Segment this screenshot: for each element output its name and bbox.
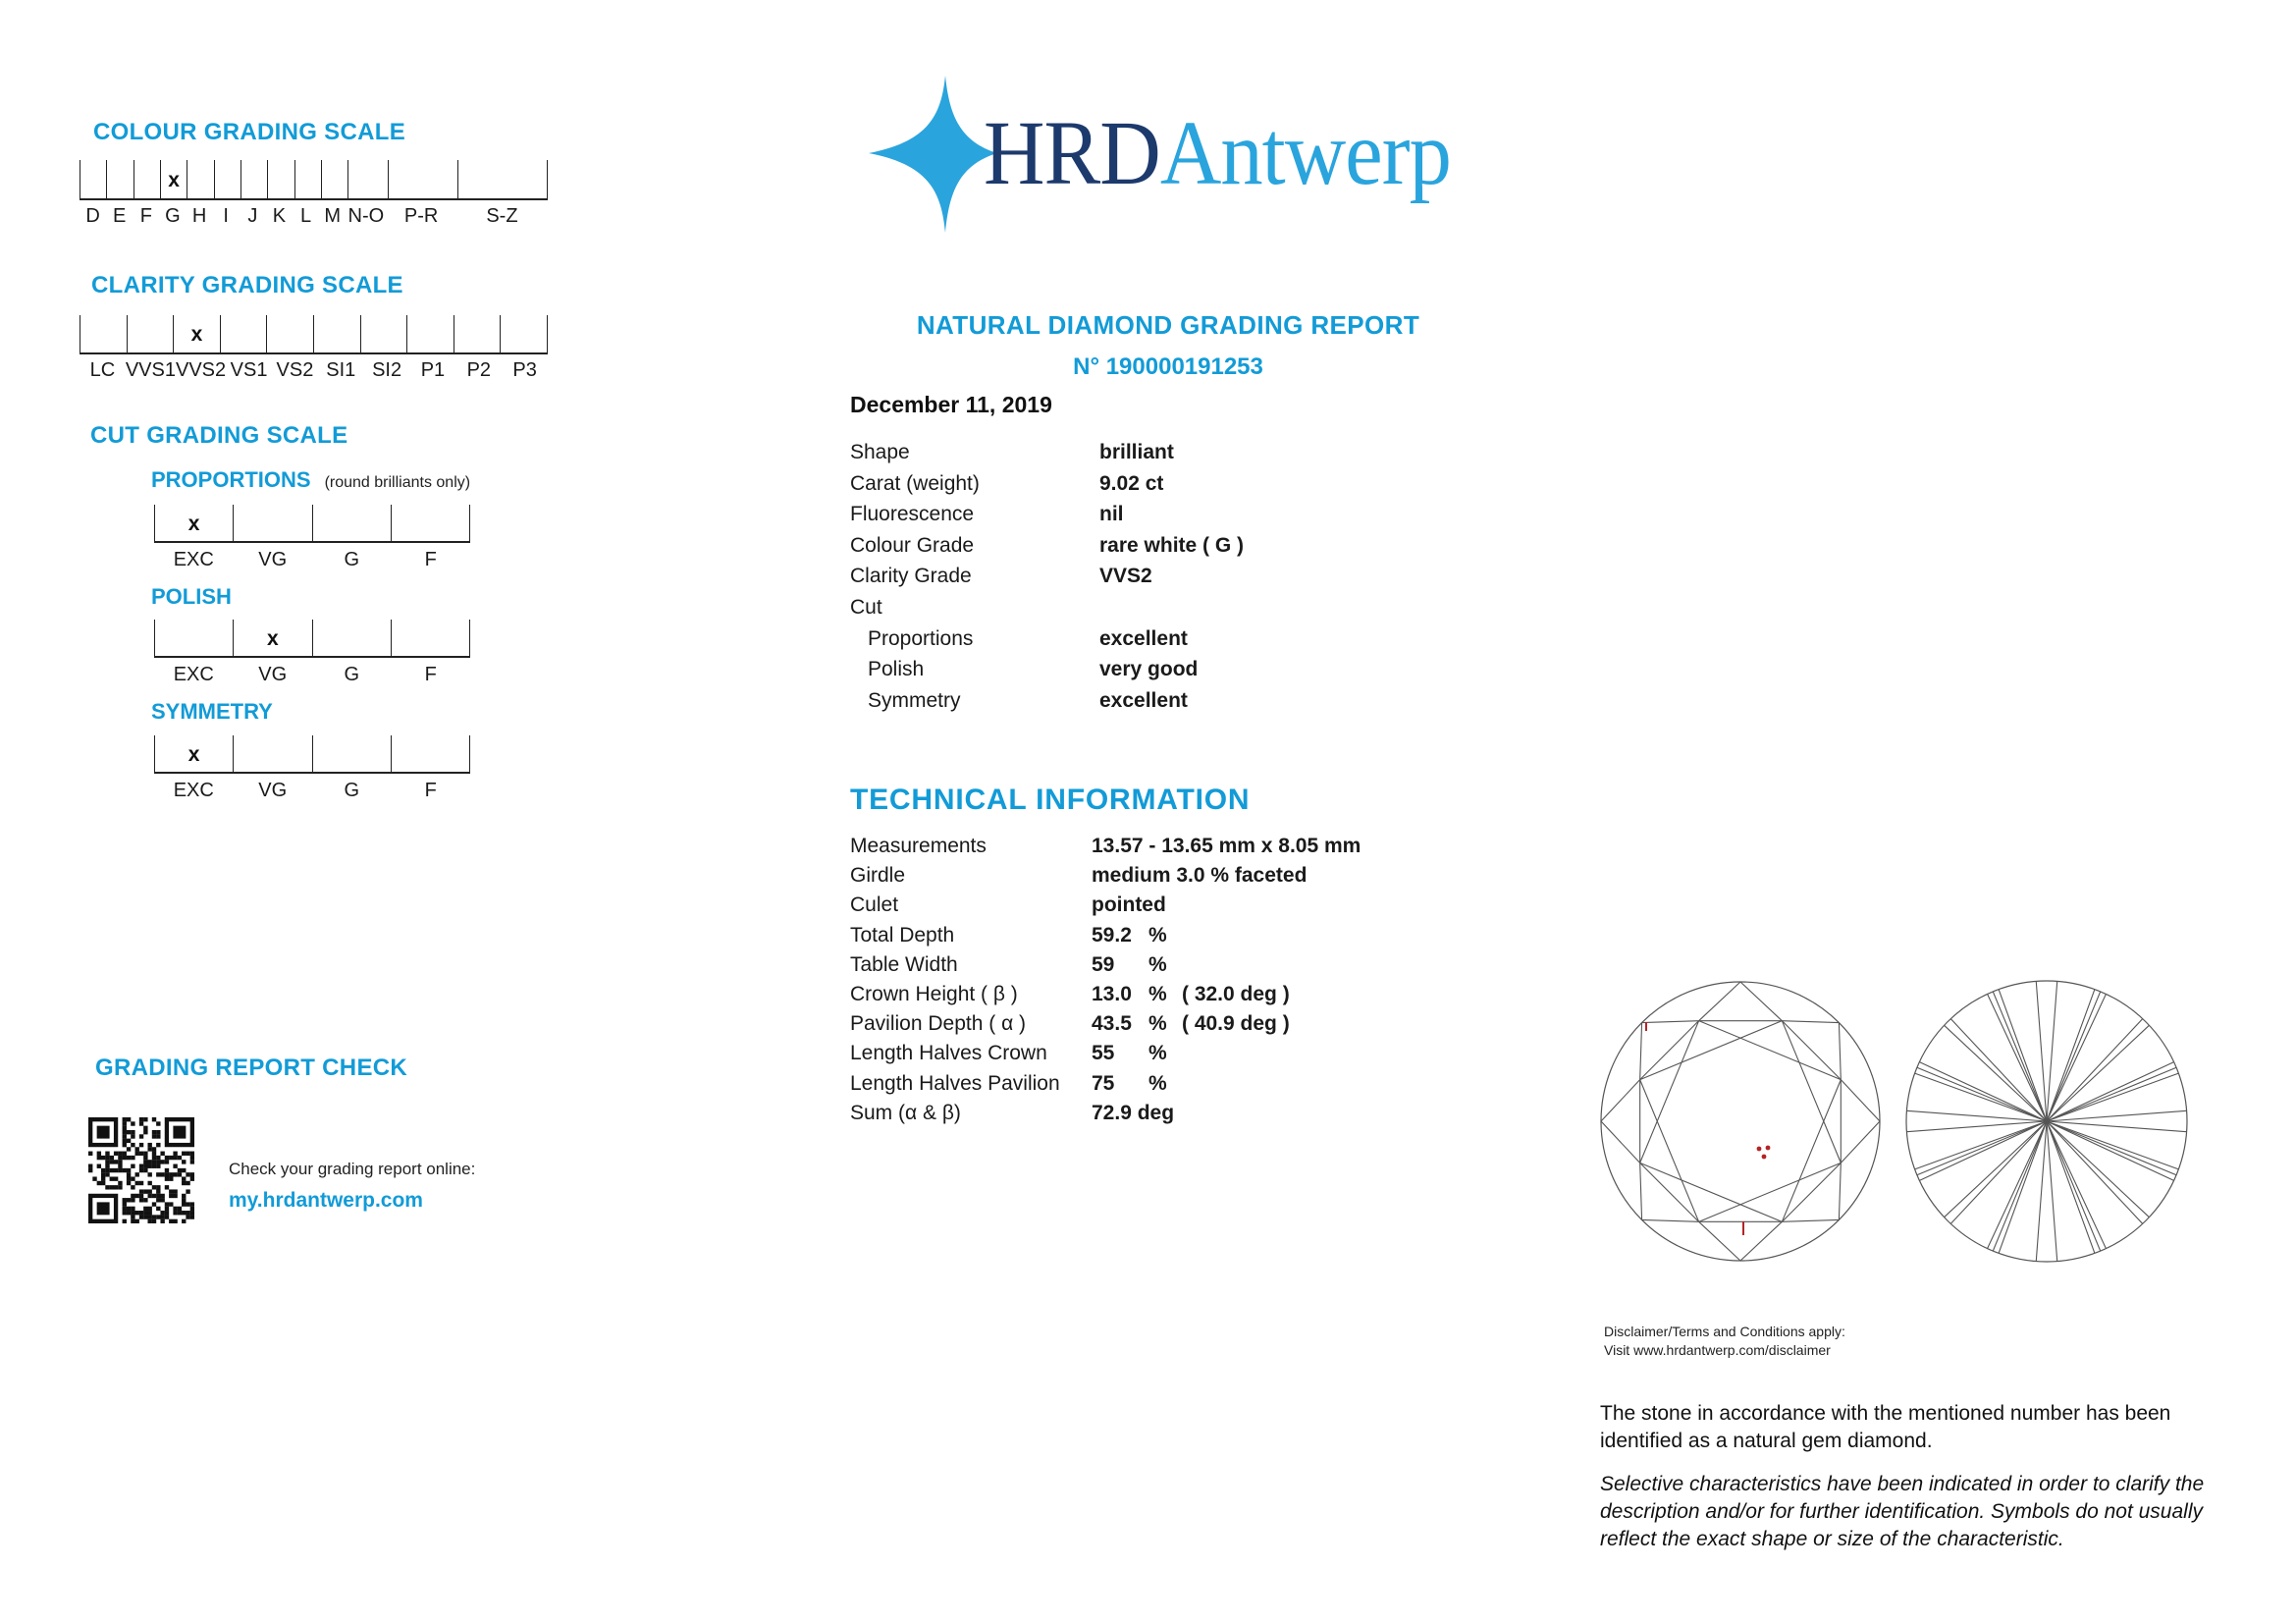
technical-value: 75: [1092, 1071, 1115, 1095]
disclaimer-line2: Visit www.hrdantwerp.com/disclaimer: [1604, 1342, 1831, 1358]
scale-cell: [312, 505, 391, 541]
scale-cell: [233, 620, 311, 656]
technical-unit: %: [1148, 982, 1167, 1005]
technical-value: 59: [1092, 952, 1115, 976]
brand-logo: [984, 103, 1451, 204]
scale-label: E: [113, 205, 127, 227]
scale-label: F: [139, 205, 152, 227]
scale-cell: [173, 315, 220, 352]
scale-mark: x: [168, 168, 180, 191]
scale-cell: [391, 620, 470, 656]
technical-unit: %: [1148, 923, 1167, 947]
field-label: Carat (weight): [850, 471, 980, 495]
disclaimer-line1: Disclaimer/Terms and Conditions apply:: [1604, 1324, 1845, 1339]
cut-scale-bar: [154, 735, 470, 774]
scale-cell: [160, 160, 187, 198]
technical-value: 55: [1092, 1042, 1115, 1065]
field-value: VVS2: [1099, 565, 1152, 588]
field-row: [850, 689, 1498, 721]
scale-label: F: [424, 549, 437, 570]
scale-label: P1: [420, 359, 446, 381]
field-row: [850, 472, 1498, 504]
scale-label: LC: [89, 359, 116, 381]
technical-value: 13.57 - 13.65 mm x 8.05 mm: [1092, 835, 1362, 857]
field-row: [850, 534, 1498, 566]
field-label: Colour Grade: [850, 533, 975, 557]
technical-row: [850, 835, 1498, 864]
scale-label: M: [324, 205, 342, 227]
scale-label: SI2: [372, 359, 402, 381]
scale-cell: [321, 160, 347, 198]
technical-row: [850, 1012, 1498, 1042]
technical-extra: ( 40.9 deg ): [1182, 1012, 1290, 1036]
scale-cell: [294, 160, 321, 198]
cut-subscale-name: POLISH: [151, 584, 232, 609]
scale-mark: x: [187, 512, 200, 535]
field-row: [850, 441, 1498, 472]
report-number: N° 190000191253: [1073, 353, 1263, 380]
scale-label: VG: [258, 664, 288, 685]
technical-value: 43.5: [1092, 1012, 1132, 1036]
scale-cell: [391, 505, 470, 541]
cut-subscale-name: SYMMETRY: [151, 699, 273, 724]
scale-label: G: [344, 549, 360, 570]
technical-label: Crown Height ( β ): [850, 982, 1018, 1005]
star-icon: [868, 75, 999, 234]
scale-cell: [406, 315, 454, 352]
technical-label: Sum (α & β): [850, 1101, 961, 1124]
field-row: [850, 596, 1498, 627]
scale-cell: [106, 160, 133, 198]
scale-label: VVS2: [176, 359, 227, 381]
field-label: Cut: [850, 595, 882, 619]
scale-label: SI1: [326, 359, 356, 381]
scale-cell: [312, 735, 391, 772]
check-online-text: Check your grading report online:: [229, 1160, 476, 1178]
scale-label: VG: [258, 780, 288, 801]
scale-cell: [127, 315, 174, 352]
field-value: rare white ( G ): [1099, 533, 1245, 557]
technical-row: [850, 1072, 1498, 1102]
scale-cell: [240, 160, 267, 198]
field-value: excellent: [1099, 626, 1188, 650]
report-title: NATURAL DIAMOND GRADING REPORT: [916, 310, 1420, 340]
scale-label: P-R: [403, 205, 439, 227]
scale-cell: [80, 315, 127, 352]
scale-label: P2: [466, 359, 492, 381]
scale-cell: [154, 505, 233, 541]
characteristics-note: Selective characteristics have been indicated in order to clarify the description and/or for further identification. Symbols do not usually reflect the exact shape or size of the characteristic.: [1600, 1473, 2205, 1550]
field-value: nil: [1099, 503, 1124, 526]
cut-scale-labels: [154, 664, 470, 686]
report-check-title: GRADING REPORT CHECK: [95, 1055, 408, 1081]
scale-label: H: [191, 205, 207, 227]
technical-label: Girdle: [850, 864, 906, 888]
scale-cell: [457, 160, 549, 198]
technical-value: medium 3.0 % faceted: [1092, 864, 1308, 888]
scale-cell: [267, 160, 294, 198]
scale-cell: [266, 315, 313, 352]
scale-cell: [214, 160, 240, 198]
inclusion-dot: [1766, 1146, 1771, 1151]
cut-subscale-title: [151, 467, 470, 493]
scale-label: K: [272, 205, 287, 227]
technical-value: pointed: [1092, 893, 1166, 917]
technical-row: [850, 953, 1498, 983]
technical-unit: %: [1148, 1071, 1167, 1095]
qr-code-icon: [88, 1117, 194, 1223]
scale-label: P3: [512, 359, 537, 381]
technical-row: [850, 864, 1498, 893]
technical-label: Measurements: [850, 835, 987, 857]
scale-cell: [347, 160, 388, 198]
field-label: Symmetry: [868, 688, 961, 712]
field-label: Polish: [868, 658, 925, 681]
check-online-link[interactable]: my.hrdantwerp.com: [229, 1189, 423, 1212]
colour-scale-bar: [80, 160, 548, 200]
technical-label: Length Halves Pavilion: [850, 1071, 1060, 1095]
technical-label: Total Depth: [850, 923, 955, 947]
scale-label: D: [85, 205, 100, 227]
scale-cell: [133, 160, 160, 198]
field-row: [850, 565, 1498, 596]
scale-cell: [500, 315, 548, 352]
scale-mark: x: [187, 742, 200, 766]
inclusion-dot: [1762, 1155, 1767, 1160]
scale-label: G: [165, 205, 181, 227]
field-label: Clarity Grade: [850, 565, 972, 588]
cut-scale-labels: [154, 780, 470, 802]
clarity-scale-title: CLARITY GRADING SCALE: [91, 272, 403, 298]
cut-subscale-title: [151, 584, 232, 610]
scale-label: EXC: [173, 549, 214, 570]
scale-cell: [233, 505, 311, 541]
technical-row: [850, 983, 1498, 1012]
scale-label: J: [247, 205, 258, 227]
scale-cell: [233, 735, 311, 772]
qr-code-pattern: [88, 1117, 194, 1223]
technical-label: Culet: [850, 893, 899, 917]
cut-scale-bar: [154, 620, 470, 658]
report-date: December 11, 2019: [850, 392, 1052, 417]
scale-label: L: [300, 205, 312, 227]
field-row: [850, 503, 1498, 534]
scale-label: G: [344, 664, 360, 685]
scale-mark: x: [190, 323, 203, 346]
scale-cell: [220, 315, 267, 352]
cut-subscale-title: [151, 699, 273, 725]
technical-label: Length Halves Crown: [850, 1042, 1047, 1065]
technical-row: [850, 893, 1498, 923]
technical-unit: %: [1148, 1042, 1167, 1065]
scale-label: F: [424, 780, 437, 801]
field-value: very good: [1099, 658, 1199, 681]
field-row: [850, 658, 1498, 689]
cut-subscale-name: PROPORTIONS: [151, 467, 311, 492]
identification-statement: The stone in accordance with the mentioned number has been identified as a natural gem diamond.: [1600, 1402, 2171, 1452]
technical-unit: %: [1148, 952, 1167, 976]
technical-row: [850, 1102, 1498, 1131]
scale-cell: [80, 160, 106, 198]
technical-extra: ( 32.0 deg ): [1182, 982, 1290, 1005]
field-label: Proportions: [868, 626, 974, 650]
technical-label: Pavilion Depth ( α ): [850, 1012, 1027, 1036]
field-value: 9.02 ct: [1099, 471, 1164, 495]
technical-row: [850, 1042, 1498, 1071]
technical-label: Table Width: [850, 952, 958, 976]
scale-label: VG: [258, 549, 288, 570]
scale-label: VVS1: [125, 359, 176, 381]
scale-label: EXC: [173, 780, 214, 801]
clarity-scale-bar: [80, 315, 548, 354]
cut-scale-title: CUT GRADING SCALE: [90, 422, 348, 449]
technical-rows: [850, 835, 1498, 1131]
scale-cell: [391, 735, 470, 772]
cut-scale-labels: [154, 549, 470, 571]
scale-label: F: [424, 664, 437, 685]
technical-value: 13.0: [1092, 982, 1132, 1005]
scale-cell: [360, 315, 407, 352]
scale-cell: [454, 315, 501, 352]
technical-row: [850, 924, 1498, 953]
scale-cell: [154, 735, 233, 772]
clarity-scale-labels: [80, 359, 548, 382]
field-value: excellent: [1099, 688, 1188, 712]
field-label: Fluorescence: [850, 503, 975, 526]
scale-label: EXC: [173, 664, 214, 685]
colour-scale-labels: [80, 205, 548, 228]
cut-subscale-note: (round brilliants only): [324, 474, 471, 491]
technical-unit: %: [1148, 1012, 1167, 1036]
crown-view-diagram: [1599, 980, 1882, 1263]
scale-cell: [312, 620, 391, 656]
scale-mark: x: [267, 626, 279, 650]
pavilion-view-diagram: [1904, 979, 2189, 1264]
field-value: brilliant: [1099, 441, 1174, 463]
technical-value: 59.2: [1092, 923, 1132, 947]
scale-label: G: [344, 780, 360, 801]
scale-label: VS2: [276, 359, 314, 381]
brand-secondary: Antwerp: [1159, 103, 1451, 204]
scale-label: VS1: [230, 359, 268, 381]
scale-cell: [154, 620, 233, 656]
scale-cell: [388, 160, 456, 198]
cut-scale-bar: [154, 505, 470, 543]
scale-cell: [187, 160, 213, 198]
scale-label: I: [223, 205, 229, 227]
report-fields: [850, 441, 1498, 720]
brand-primary: HRD: [984, 103, 1160, 204]
field-label: Shape: [850, 441, 910, 463]
inclusion-dot: [1757, 1147, 1762, 1152]
technical-value: 72.9 deg: [1092, 1101, 1175, 1124]
colour-scale-title: COLOUR GRADING SCALE: [93, 119, 405, 145]
field-row: [850, 627, 1498, 659]
scale-label: N-O: [347, 205, 385, 227]
disclaimer-text: [1604, 1323, 2154, 1360]
scale-cell: [313, 315, 360, 352]
scale-label: S-Z: [486, 205, 518, 227]
technical-title: TECHNICAL INFORMATION: [850, 784, 1251, 816]
